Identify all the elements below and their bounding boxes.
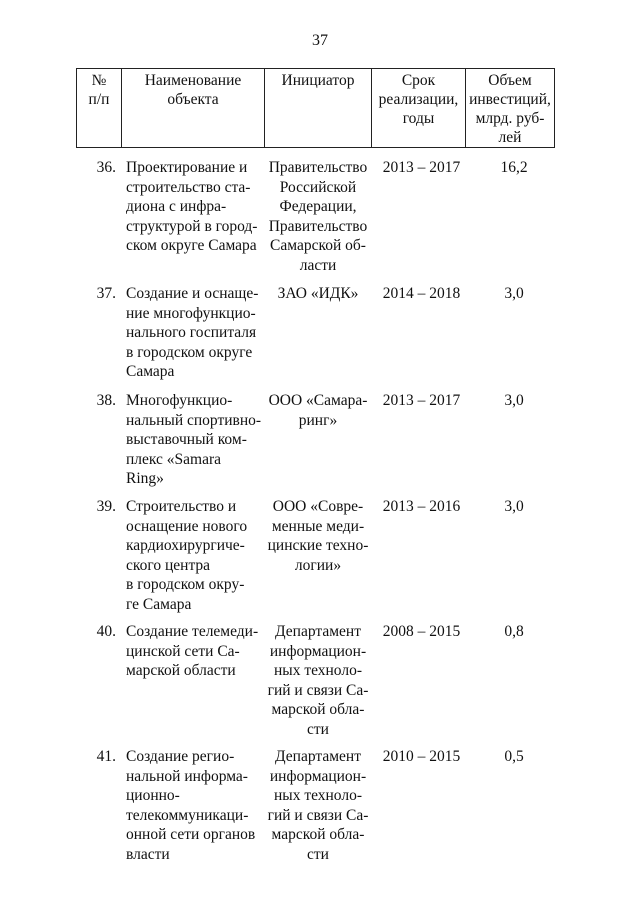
header-num: № п/п	[88, 72, 110, 108]
header-investment: Объем инвестиций, млрд. руб- лей	[469, 72, 551, 146]
implementation-term: 2013 – 2017	[382, 392, 461, 409]
investment-volume: 0,8	[504, 623, 524, 640]
object-name: Создание и оснаще- ние многофункцио- нального госпиталя в городском округе Самара	[126, 285, 259, 380]
initiator: Правительство Российской Федерации, Правительство Самарской об- ласти	[268, 159, 368, 274]
table-header	[76, 68, 555, 148]
investment-volume: 3,0	[504, 392, 524, 409]
header-initiator: Инициатор	[281, 72, 355, 89]
table-row	[76, 497, 553, 617]
investment-volume: 16,2	[500, 159, 528, 176]
row-number: 41.	[96, 748, 116, 765]
object-name: Строительство и оснащение нового кардиохирургиче- ского центра в городском окру- ге Самара	[126, 498, 248, 613]
initiator: Департамент информацион- ных техноло- гий и связи Са- марской обла- сти	[267, 748, 369, 863]
header-term: Срок реализации, годы	[378, 72, 459, 127]
object-name: Создание телемеди- цинской сети Са- марской области	[126, 623, 259, 679]
header-investment-cell	[466, 69, 555, 148]
header-initiator-cell	[265, 69, 372, 148]
row-number: 40.	[96, 623, 116, 640]
implementation-term: 2014 – 2018	[382, 285, 461, 302]
investment-volume: 0,5	[504, 748, 524, 765]
row-number: 37.	[96, 285, 116, 302]
implementation-term: 2010 – 2015	[382, 748, 461, 765]
initiator: ЗАО «ИДК»	[277, 285, 359, 302]
implementation-term: 2008 – 2015	[382, 623, 461, 640]
initiator: ООО «Совре- менные меди- цинские техно- логии»	[267, 498, 369, 574]
object-name: Проектирование и строительство ста- диона с инфра- структурой в город- ском округе Самара	[126, 159, 258, 254]
table-row	[76, 284, 553, 404]
object-name: Многофункцио- нальный спортивно- выставочный ком- плекс «Samara Ring»	[126, 392, 262, 487]
row-number: 36.	[96, 159, 116, 176]
table-row	[76, 158, 553, 278]
object-name: Создание регио- нальной информа- ционно- телекоммуникаци- онной сети органов власти	[126, 748, 256, 863]
implementation-term: 2013 – 2017	[382, 159, 461, 176]
page-number: 37	[312, 32, 328, 49]
table-row	[76, 391, 553, 511]
header-term-cell	[372, 69, 466, 148]
initiator: Департамент информацион- ных техноло- гий и связи Са- марской обла- сти	[267, 623, 369, 738]
header-num-cell	[77, 69, 122, 148]
initiator: ООО «Самара- ринг»	[268, 392, 368, 429]
row-number: 39.	[96, 498, 116, 515]
table-row	[76, 622, 553, 742]
table-row	[76, 747, 553, 867]
row-number: 38.	[96, 392, 116, 409]
header-name: Наименование объекта	[144, 72, 242, 108]
investment-volume: 3,0	[504, 498, 524, 515]
implementation-term: 2013 – 2016	[382, 498, 461, 515]
header-name-cell	[122, 69, 265, 148]
investment-volume: 3,0	[504, 285, 524, 302]
